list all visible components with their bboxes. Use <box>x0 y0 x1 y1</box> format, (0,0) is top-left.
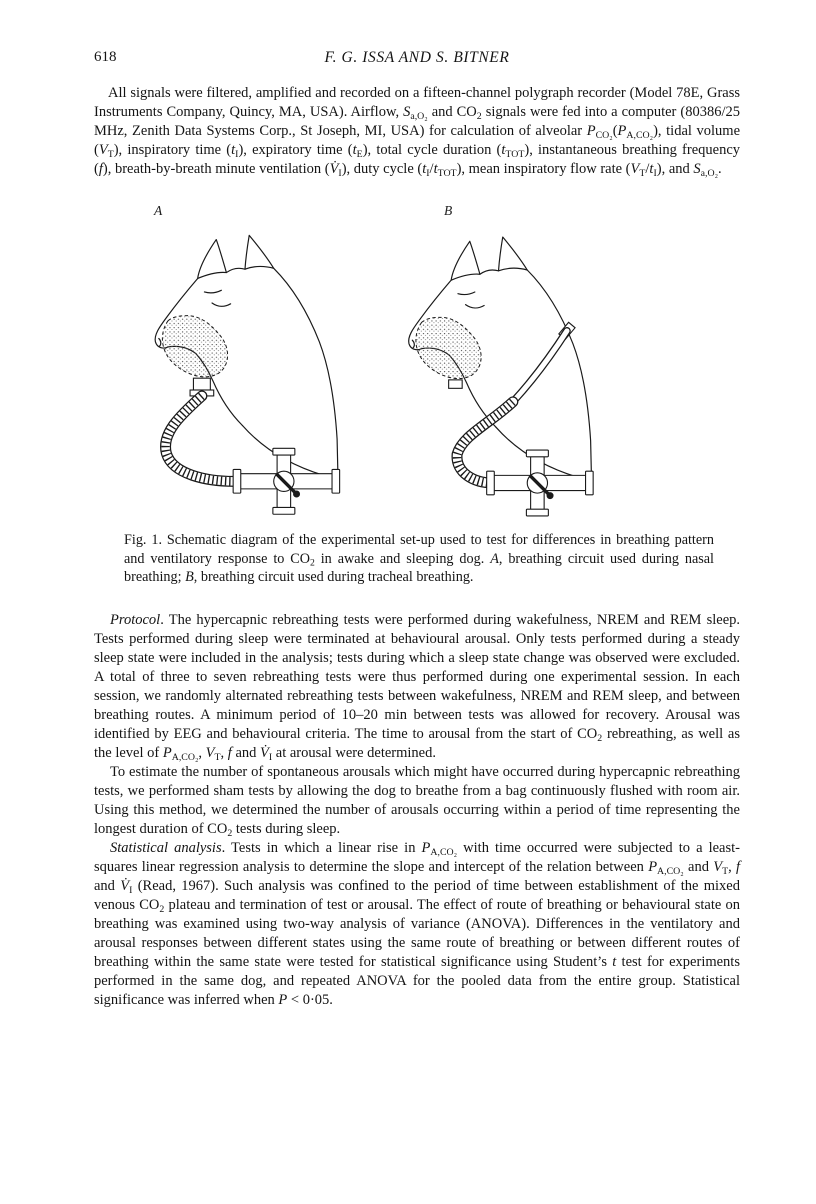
page-header <box>94 48 740 70</box>
text-segment: ), and <box>656 161 694 177</box>
figure-label-a: A <box>154 203 163 218</box>
text-segment: , <box>220 744 228 761</box>
text-segment: ), breath-by-breath minute ventilation ( <box>102 161 330 177</box>
text-segment: and <box>683 858 714 875</box>
dog-b-drawing <box>409 237 593 516</box>
text-segment: and <box>94 877 121 894</box>
text-segment: V̇ <box>329 161 339 177</box>
text-segment: P <box>586 123 596 139</box>
figure-label-b: B <box>444 203 453 218</box>
text-segment: , breathing circuit used during tracheal breathing. <box>193 569 474 585</box>
text-segment: Statistical analysis <box>110 839 222 856</box>
text-segment: ), expiratory time ( <box>238 142 353 158</box>
text-segment: f <box>227 744 232 761</box>
text-segment: I <box>426 167 430 179</box>
text-segment: ( <box>612 123 618 139</box>
text-segment: test for experiments performed in the same dog, and repeated ANOVA for the pooled data from the entire group. Statistical significance was inferred when <box>94 953 740 1008</box>
text-segment: in awake and sleeping dog. <box>314 550 491 567</box>
text-segment: P <box>162 744 172 761</box>
text-segment: V̇ <box>260 744 269 761</box>
text-segment: and CO <box>427 104 477 120</box>
text-segment: f <box>98 161 103 177</box>
text-segment: P <box>617 123 627 139</box>
text-segment: T <box>107 148 114 160</box>
page-number: 618 <box>94 49 117 65</box>
text-segment: S <box>693 161 701 177</box>
text-segment: 2 <box>159 903 165 915</box>
text-segment: E <box>356 148 363 160</box>
text-segment: A,CO₂ <box>430 846 458 858</box>
paragraph-signals <box>94 84 740 179</box>
text-segment: V̇ <box>120 877 130 894</box>
text-segment: TOT <box>437 167 457 179</box>
text-segment: All signals were filtered, amplified and recorded on a fifteen-channel polygraph recorder (Model 78E, Grass Instruments Company, Quincy, MA, USA). Airflow, <box>94 85 740 120</box>
text-segment: . Tests in which a linear rise in <box>221 839 422 856</box>
text-segment: t <box>352 142 357 158</box>
text-segment: a,O₂ <box>410 110 428 122</box>
text-segment: P <box>421 839 431 856</box>
text-segment: t <box>501 142 506 158</box>
text-segment: signals were fed into a computer (80386/25 MHz, Zenith Data Systems Corp., St Joseph, MI, USA) for calculation of alveolar <box>94 104 740 139</box>
text-segment: . The hypercapnic rebreathing tests were performed during wakefulness, NREM and REM sleep. Tests performed during sleep were terminated at behavioural arousal. Only tests performed during a steady sleep state were included in the analysis; tests during which a sleep state change was observed were excluded. A total of three to seven rebreathing tests were thus performed during one experimental session. In each session, we randomly alternated rebreathing tests between wakefulness, NREM and REM sleep, and between breathing routes. A minimum period of 10–20 min between tests was allowed for recovery. Arousal was identified by EEG and behavioural criteria. The time to arousal from the start of CO <box>94 611 740 742</box>
text-segment: t <box>612 953 617 970</box>
text-segment: T <box>214 751 221 763</box>
text-segment: A,CO₂ <box>657 865 684 877</box>
text-segment: t <box>649 161 654 177</box>
text-segment: A,CO₂ <box>626 129 654 141</box>
methods-text-block <box>94 611 740 1010</box>
text-segment: P <box>648 858 658 875</box>
text-segment: with time occurred were subjected to a least-squares linear regression analysis to determine the slope and intercept of the relation between <box>94 839 740 875</box>
text-segment: < 0·05. <box>287 991 333 1008</box>
text-segment: 2 <box>310 557 315 569</box>
dog-schematic-drawing <box>114 221 714 521</box>
text-segment: . <box>718 161 722 177</box>
text-segment: t <box>433 161 438 177</box>
text-segment: V <box>98 142 108 158</box>
text-segment: A <box>490 550 499 567</box>
text-segment: CO₂ <box>595 129 613 141</box>
text-segment: I <box>653 167 657 179</box>
text-segment: P <box>278 991 288 1008</box>
text-segment: / <box>645 161 650 177</box>
text-segment: TOT <box>505 148 525 160</box>
dog-a-drawing <box>155 235 339 514</box>
text-segment: t <box>231 142 236 158</box>
text-segment: tests during sleep. <box>232 820 341 837</box>
paragraph-sham-tests <box>94 763 740 839</box>
text-segment: / <box>429 161 434 177</box>
figure-1-caption <box>124 531 714 587</box>
text-segment: Protocol <box>110 611 161 628</box>
text-segment: T <box>722 865 729 877</box>
text-segment: I <box>129 884 133 896</box>
text-segment: 2 <box>476 110 482 122</box>
text-segment: ), mean inspiratory flow rate ( <box>456 161 631 177</box>
text-segment: at arousal were determined. <box>272 744 436 761</box>
text-segment: ), tidal volume ( <box>94 123 740 158</box>
text-segment: , <box>198 744 206 761</box>
text-segment: I <box>235 148 239 160</box>
paragraph-statistical-analysis <box>94 839 740 1010</box>
text-segment: ), total cycle duration ( <box>362 142 502 158</box>
text-segment: B <box>185 569 194 585</box>
text-segment: (Read, 1967). Such analysis was confined to the period of time between establishment of the mixed venous CO <box>94 877 740 913</box>
text-segment: , breathing circuit used during nasal breathing; <box>124 550 714 585</box>
text-segment: I <box>268 751 273 763</box>
running-title: F. G. ISSA AND S. BITNER <box>324 49 510 66</box>
text-segment: S <box>403 104 411 120</box>
text-segment: plateau and termination of test or arousal. The effect of route of breathing or behavioural state on breathing was examined using two-way analysis of variance (ANOVA). Differences in the ventilatory and arousal responses between different states using the same route of breathing or between different routes of breathing within the same state were tested for statistical significance using Student’s <box>94 896 740 970</box>
text-segment: ), instantaneous breathing frequency ( <box>94 142 741 177</box>
figure-1 <box>114 201 714 523</box>
text-segment: V <box>713 858 723 875</box>
text-segment: I <box>338 167 342 179</box>
text-segment: t <box>422 161 427 177</box>
text-segment: T <box>639 167 646 179</box>
text-segment: a,O₂ <box>700 167 718 179</box>
text-segment: ), inspiratory time ( <box>113 142 232 158</box>
text-segment: ), duty cycle ( <box>341 161 423 177</box>
text-segment: V <box>205 744 215 761</box>
text-segment: To estimate the number of spontaneous arousals which might have occurred during hypercapnic rebreathing tests, we performed sham tests by allowing the dog to breathe from a bag continuously flushed with room air. Using this method, we determined the number of arousals occurring within a period of time representing the longest duration of CO <box>94 763 740 837</box>
text-segment: Fig. 1. Schematic diagram of the experimental set-up used to test for differences in breathing pattern and ventilatory response to CO <box>124 532 714 567</box>
text-segment: A,CO₂ <box>171 751 199 763</box>
text-segment: and <box>231 744 260 761</box>
paragraph-protocol <box>94 611 740 763</box>
text-segment: f <box>736 858 741 875</box>
text-segment: rebreathing, as well as the level of <box>94 725 741 761</box>
text-segment: 2 <box>597 732 603 744</box>
text-segment: , <box>728 858 736 875</box>
text-segment: 2 <box>227 827 233 839</box>
text-segment: V <box>630 161 640 177</box>
